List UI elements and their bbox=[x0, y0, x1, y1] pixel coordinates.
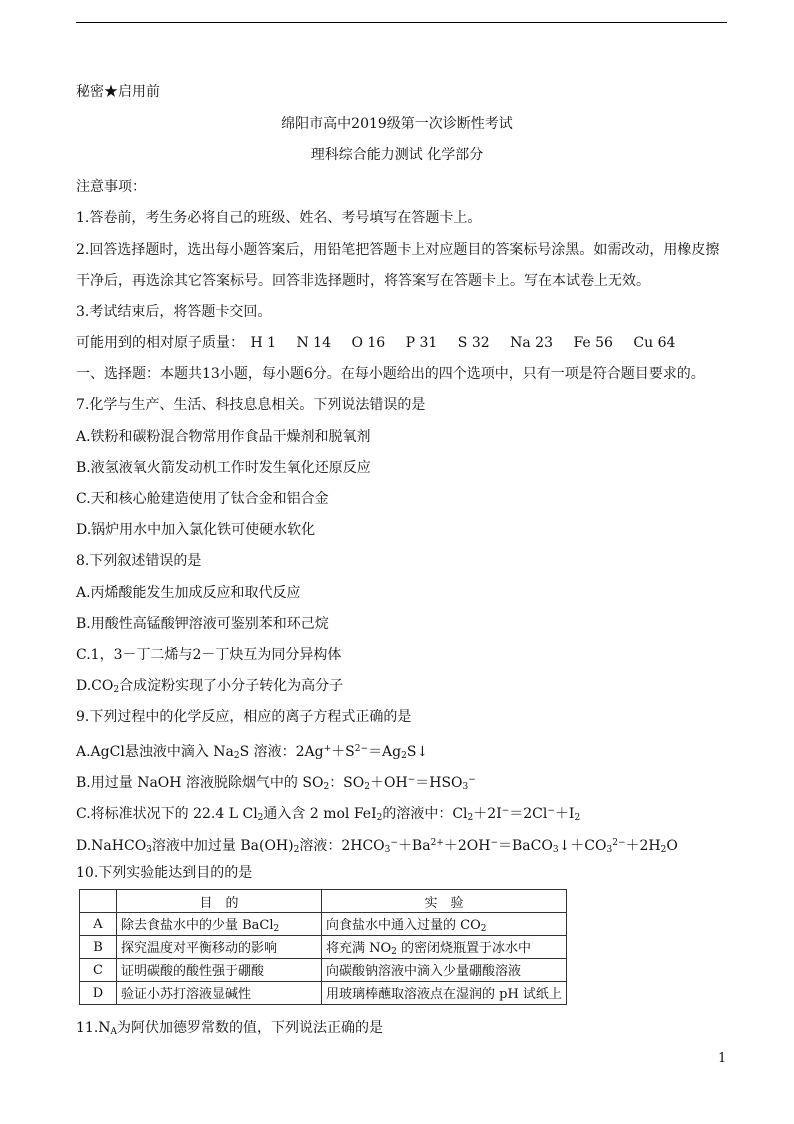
row-experiment bbox=[322, 913, 567, 936]
text-run: O bbox=[666, 838, 678, 854]
question-8-stem: 8.下列叙述错误的是 bbox=[76, 553, 202, 569]
text-run: D.NaHCO bbox=[76, 838, 147, 854]
atomic-mass: O 16 bbox=[351, 335, 386, 351]
question-9-option-c bbox=[76, 801, 580, 828]
table-row bbox=[80, 982, 567, 1005]
notice-item-3: 3.考试结束后，将答题卡交回。 bbox=[76, 304, 272, 320]
subscript: 2 bbox=[273, 924, 280, 934]
secret-label: 秘密★启用前 bbox=[76, 84, 160, 100]
question-10-stem: 10.下列实验能达到目的的是 bbox=[76, 865, 253, 881]
superscript: − bbox=[390, 838, 398, 848]
text-run: D.CO bbox=[76, 678, 114, 694]
row-key: D bbox=[80, 982, 117, 1005]
text-run: S↓ bbox=[406, 744, 429, 760]
text-run: A.AgCl悬浊液中滴入 Na bbox=[76, 744, 234, 760]
text-run: ＋I bbox=[554, 806, 575, 822]
question-9-option-a bbox=[76, 739, 428, 766]
question-7-option-a: A.铁粉和碳粉混合物常用作食品干燥剂和脱氧剂 bbox=[76, 429, 371, 445]
text-run: 用玻璃棒蘸取溶液点在湿润的 pH 试纸上 bbox=[326, 987, 562, 1002]
superscript: − bbox=[490, 838, 498, 848]
atomic-masses bbox=[76, 333, 691, 353]
question-7-stem: 7.化学与生产、生活、科技息息相关。下列说法错误的是 bbox=[76, 397, 426, 413]
notice-item-2-line-1: 2.回答选择题时，选出每小题答案后，用铅笔把答题卡上对应题目的答案标号涂黑。如需改动，用橡皮擦 bbox=[76, 242, 720, 258]
text-run: ＝Ag bbox=[368, 744, 402, 760]
row-key: C bbox=[80, 959, 117, 982]
subscript: 2 bbox=[401, 751, 407, 761]
text-run: 证明碳酸的酸性强于硼酸 bbox=[121, 964, 265, 979]
question-8-option-b: B.用酸性高锰酸钾溶液可鉴别苯和环己烷 bbox=[76, 616, 329, 632]
subscript: 3 bbox=[552, 845, 559, 855]
table-row bbox=[80, 913, 567, 936]
superscript: 2− bbox=[354, 744, 369, 754]
table-row bbox=[80, 959, 567, 982]
subscript: 2 bbox=[293, 845, 300, 855]
subscript: 2 bbox=[323, 782, 330, 792]
subscript: 2 bbox=[391, 947, 397, 957]
question-7-option-c: C.天和核心舱建造使用了钛合金和铝合金 bbox=[76, 491, 329, 507]
subscript: 2 bbox=[376, 813, 383, 823]
row-experiment bbox=[322, 936, 567, 959]
page-number: 1 bbox=[718, 1051, 727, 1066]
column-header-purpose: 目 的 bbox=[117, 890, 322, 913]
atomic-mass: N 14 bbox=[296, 335, 331, 351]
text-run: 为阿伏加德罗常数的值，下列说法正确的是 bbox=[117, 1020, 384, 1036]
question-7-option-d: D.锅炉用水中加入氯化铁可使硬水软化 bbox=[76, 522, 316, 538]
notice-heading: 注意事项： bbox=[76, 179, 146, 195]
text-run: S 溶液：2Ag bbox=[239, 744, 324, 760]
subscript: 3 bbox=[606, 845, 613, 855]
text-run: ＋S bbox=[331, 744, 355, 760]
subscript: 2 bbox=[574, 813, 581, 823]
atomic-mass: Cu 64 bbox=[633, 335, 676, 351]
subscript: 3 bbox=[384, 845, 391, 855]
subscript: 2 bbox=[467, 813, 474, 823]
subscript: 3 bbox=[462, 782, 469, 792]
superscript: − bbox=[501, 806, 510, 816]
row-key: A bbox=[80, 913, 117, 936]
subscript: A bbox=[110, 1027, 118, 1037]
text-run: 11.N bbox=[76, 1020, 111, 1036]
subscript: 2 bbox=[364, 782, 370, 792]
text-run: 向食盐水中通入过量的 CO bbox=[326, 918, 481, 933]
row-purpose bbox=[117, 959, 322, 982]
subscript: 2 bbox=[660, 845, 667, 855]
atomic-masses-label: 可能用到的相对原子质量： bbox=[76, 335, 244, 351]
row-purpose bbox=[117, 913, 322, 936]
exam-subtitle: 理科综合能力测试 化学部分 bbox=[310, 147, 484, 163]
subscript: 3 bbox=[146, 845, 152, 855]
text-run: 将充满 NO bbox=[326, 941, 392, 956]
question-9-option-b bbox=[76, 770, 476, 797]
text-run: 合成淀粉实现了小分子转化为高分子 bbox=[119, 678, 344, 694]
text-run: ＝2Cl bbox=[509, 806, 548, 822]
text-run: ＝BaCO bbox=[498, 838, 553, 854]
question-8-option-d bbox=[76, 676, 343, 700]
column-header-key bbox=[80, 890, 117, 913]
top-rule bbox=[76, 22, 727, 23]
text-run: 的溶液中：Cl bbox=[382, 806, 468, 822]
question-11-stem bbox=[76, 1018, 383, 1042]
subscript: 2 bbox=[113, 685, 120, 695]
text-run: 的密闭烧瓶置于冰水中 bbox=[396, 941, 532, 956]
row-experiment bbox=[322, 959, 567, 982]
atomic-mass: P 31 bbox=[405, 335, 438, 351]
atomic-mass: H 1 bbox=[250, 335, 277, 351]
subscript: 2 bbox=[480, 924, 487, 934]
question-7-option-b: B.液氢液氧火箭发动机工作时发生氧化还原反应 bbox=[76, 460, 371, 476]
row-purpose bbox=[117, 936, 322, 959]
text-run: 验证小苏打溶液显碱性 bbox=[121, 987, 252, 1002]
question-9-option-d bbox=[76, 833, 678, 860]
row-experiment bbox=[322, 982, 567, 1005]
text-run: ↓＋CO bbox=[558, 838, 607, 854]
text-run: 探究温度对平衡移动的影响 bbox=[121, 941, 278, 956]
superscript: + bbox=[323, 744, 332, 754]
question-9-stem: 9.下列过程中的化学反应，相应的离子方程式正确的是 bbox=[76, 709, 412, 725]
column-header-experiment: 实 验 bbox=[322, 890, 567, 913]
text-run: B.用过量 NaOH 溶液脱除烟气中的 SO bbox=[76, 775, 324, 791]
notice-item-1: 1.答卷前，考生务必将自己的班级、姓名、考号填写在答题卡上。 bbox=[76, 210, 482, 226]
text-run: ＝HSO bbox=[415, 775, 463, 791]
subscript: 2 bbox=[233, 751, 240, 761]
text-run: 通入含 2 mol FeI bbox=[263, 806, 377, 822]
text-run: ＋2OH bbox=[443, 838, 491, 854]
experiment-table bbox=[79, 889, 567, 1005]
table-row bbox=[80, 936, 567, 959]
question-8-option-c: C.1，3－丁二烯与2－丁炔互为同分异构体 bbox=[76, 647, 342, 663]
text-run: C.将标准状况下的 22.4 L Cl bbox=[76, 806, 258, 822]
superscript: − bbox=[407, 775, 416, 785]
exam-title: 绵阳市高中2019级第一次诊断性考试 bbox=[281, 116, 513, 132]
table-header-row bbox=[80, 890, 567, 913]
text-run: 溶液中加过量 Ba(OH) bbox=[151, 838, 294, 854]
superscript: 2− bbox=[612, 838, 626, 848]
text-run: ＋Ba bbox=[397, 838, 431, 854]
section-1-heading: 一、选择题：本题共13小题，每小题6分。在每小题给出的四个选项中，只有一项是符合题目要求的。 bbox=[76, 366, 705, 382]
question-8-option-a: A.丙烯酸能发生加成反应和取代反应 bbox=[76, 585, 301, 601]
row-key: B bbox=[80, 936, 117, 959]
text-run: 除去食盐水中的少量 BaCl bbox=[121, 918, 274, 933]
atomic-mass: S 32 bbox=[457, 335, 490, 351]
text-run: 向碳酸钠溶液中滴入少量硼酸溶液 bbox=[326, 964, 522, 979]
text-run: ＋2I bbox=[473, 806, 502, 822]
text-run: 溶液：2HCO bbox=[299, 838, 385, 854]
superscript: − bbox=[468, 775, 476, 785]
atomic-mass: Fe 56 bbox=[573, 335, 613, 351]
text-run: ：SO bbox=[329, 775, 365, 791]
text-run: ＋2H bbox=[625, 838, 661, 854]
subscript: 2 bbox=[257, 813, 264, 823]
notice-item-2-line-2: 干净后，再选涂其它答案标号。回答非选择题时，将答案写在答题卡上。写在本试卷上无效。 bbox=[76, 273, 650, 289]
superscript: − bbox=[547, 806, 555, 816]
row-purpose bbox=[117, 982, 322, 1005]
superscript: 2+ bbox=[430, 838, 444, 848]
atomic-mass: Na 23 bbox=[510, 335, 553, 351]
text-run: ＋OH bbox=[370, 775, 408, 791]
